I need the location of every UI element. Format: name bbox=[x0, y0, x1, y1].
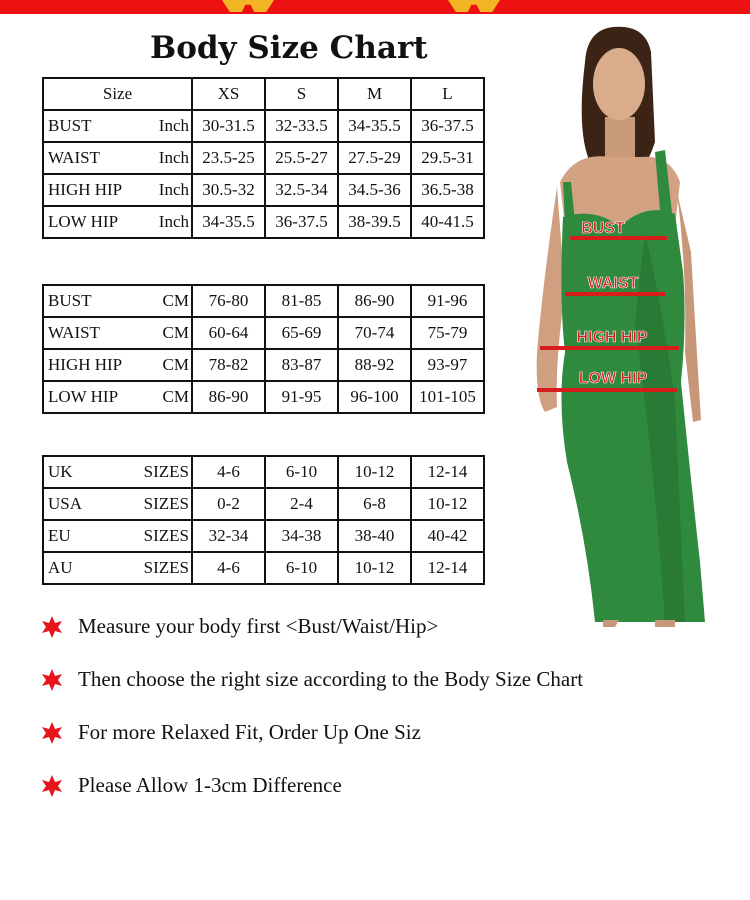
table-cell: 4-6 bbox=[192, 552, 265, 584]
table-row bbox=[43, 381, 484, 413]
row-label: WAIST Inch bbox=[43, 142, 192, 174]
star-icon bbox=[40, 774, 64, 798]
table-cell: 32.5-34 bbox=[265, 174, 338, 206]
tip-text: Please Allow 1-3cm Difference bbox=[78, 773, 342, 797]
table-cell: 10-12 bbox=[411, 488, 484, 520]
tips-list bbox=[40, 600, 583, 812]
table-cell: 40-41.5 bbox=[411, 206, 484, 238]
table-cell: 91-95 bbox=[265, 381, 338, 413]
table-cell: 88-92 bbox=[338, 349, 411, 381]
table-row bbox=[43, 520, 484, 552]
row-label: USA SIZES bbox=[43, 488, 192, 520]
size-xs-header: XS bbox=[192, 78, 265, 110]
row-label: BUST Inch bbox=[43, 110, 192, 142]
table-cell: 75-79 bbox=[411, 317, 484, 349]
table-cell: 32-34 bbox=[192, 520, 265, 552]
bust-label: BUST bbox=[581, 220, 625, 237]
low-hip-label: LOW HIP bbox=[578, 370, 648, 387]
left-arm-shape bbox=[537, 187, 565, 412]
table-cell: 70-74 bbox=[338, 317, 411, 349]
table-cell: 101-105 bbox=[411, 381, 484, 413]
table-cell: 78-82 bbox=[192, 349, 265, 381]
table-cell: 27.5-29 bbox=[338, 142, 411, 174]
table-cell: 86-90 bbox=[338, 285, 411, 317]
table-cell: 34.5-36 bbox=[338, 174, 411, 206]
row-label: UK SIZES bbox=[43, 456, 192, 488]
table-cell: 6-10 bbox=[265, 456, 338, 488]
size-l-header: L bbox=[411, 78, 484, 110]
table-row bbox=[43, 142, 484, 174]
neck-shape bbox=[605, 117, 635, 162]
list-item bbox=[40, 600, 583, 653]
page-title: Body Size Chart bbox=[150, 30, 428, 66]
table-cell: 30-31.5 bbox=[192, 110, 265, 142]
table-cell: 10-12 bbox=[338, 456, 411, 488]
table-cell: 2-4 bbox=[265, 488, 338, 520]
row-label: AU SIZES bbox=[43, 552, 192, 584]
top-banner bbox=[0, 0, 750, 14]
row-label: WAIST CM bbox=[43, 317, 192, 349]
size-table-international bbox=[42, 455, 485, 585]
size-s-header: S bbox=[265, 78, 338, 110]
table-cell: 10-12 bbox=[338, 552, 411, 584]
row-label: LOW HIP CM bbox=[43, 381, 192, 413]
table-row bbox=[43, 488, 484, 520]
table-cell: 38-40 bbox=[338, 520, 411, 552]
table-row bbox=[43, 552, 484, 584]
star-icon bbox=[40, 615, 64, 639]
table-cell: 86-90 bbox=[192, 381, 265, 413]
table-cell: 36-37.5 bbox=[411, 110, 484, 142]
table-cell: 29.5-31 bbox=[411, 142, 484, 174]
table-cell: 40-42 bbox=[411, 520, 484, 552]
face-shape bbox=[593, 48, 645, 120]
green-dress-shape bbox=[561, 210, 705, 622]
table-cell: 36.5-38 bbox=[411, 174, 484, 206]
tip-text: For more Relaxed Fit, Order Up One Siz bbox=[78, 720, 421, 744]
list-item bbox=[40, 759, 583, 812]
size-table-cm bbox=[42, 284, 485, 414]
table-row bbox=[43, 317, 484, 349]
table-cell: 6-8 bbox=[338, 488, 411, 520]
tip-text: Measure your body first <Bust/Waist/Hip> bbox=[78, 614, 439, 638]
table-cell: 34-38 bbox=[265, 520, 338, 552]
table-cell: 38-39.5 bbox=[338, 206, 411, 238]
table-cell: 76-80 bbox=[192, 285, 265, 317]
table-cell: 96-100 bbox=[338, 381, 411, 413]
row-label: LOW HIP Inch bbox=[43, 206, 192, 238]
row-label: EU SIZES bbox=[43, 520, 192, 552]
table-cell: 91-96 bbox=[411, 285, 484, 317]
row-label: BUST CM bbox=[43, 285, 192, 317]
list-item bbox=[40, 653, 583, 706]
table-row bbox=[43, 110, 484, 142]
table-cell: 6-10 bbox=[265, 552, 338, 584]
table-cell: 4-6 bbox=[192, 456, 265, 488]
table-cell: 36-37.5 bbox=[265, 206, 338, 238]
size-table-inch bbox=[42, 77, 485, 239]
table-cell: 34-35.5 bbox=[338, 110, 411, 142]
high-hip-label: HIGH HIP bbox=[576, 329, 648, 346]
table-cell: 60-64 bbox=[192, 317, 265, 349]
table-cell: 81-85 bbox=[265, 285, 338, 317]
table-cell: 25.5-27 bbox=[265, 142, 338, 174]
table-cell: 12-14 bbox=[411, 456, 484, 488]
size-header-cell: Size bbox=[43, 78, 192, 110]
model-figure bbox=[515, 22, 750, 627]
table-row bbox=[43, 174, 484, 206]
table-row bbox=[43, 206, 484, 238]
table-row bbox=[43, 349, 484, 381]
tip-text: Then choose the right size according to the Body Size Chart bbox=[78, 667, 584, 691]
table-cell: 0-2 bbox=[192, 488, 265, 520]
star-icon bbox=[40, 668, 64, 692]
table-cell: 65-69 bbox=[265, 317, 338, 349]
table-cell: 30.5-32 bbox=[192, 174, 265, 206]
table-cell: 23.5-25 bbox=[192, 142, 265, 174]
table-cell: 32-33.5 bbox=[265, 110, 338, 142]
table-cell: 83-87 bbox=[265, 349, 338, 381]
table-cell: 12-14 bbox=[411, 552, 484, 584]
row-label: HIGH HIP Inch bbox=[43, 174, 192, 206]
table-row bbox=[43, 285, 484, 317]
table-cell: 93-97 bbox=[411, 349, 484, 381]
table-row bbox=[43, 456, 484, 488]
row-label: HIGH HIP CM bbox=[43, 349, 192, 381]
table-header-row bbox=[43, 78, 484, 110]
table-cell: 34-35.5 bbox=[192, 206, 265, 238]
list-item bbox=[40, 706, 583, 759]
size-m-header: M bbox=[338, 78, 411, 110]
star-icon bbox=[40, 721, 64, 745]
waist-label: WAIST bbox=[587, 275, 639, 292]
